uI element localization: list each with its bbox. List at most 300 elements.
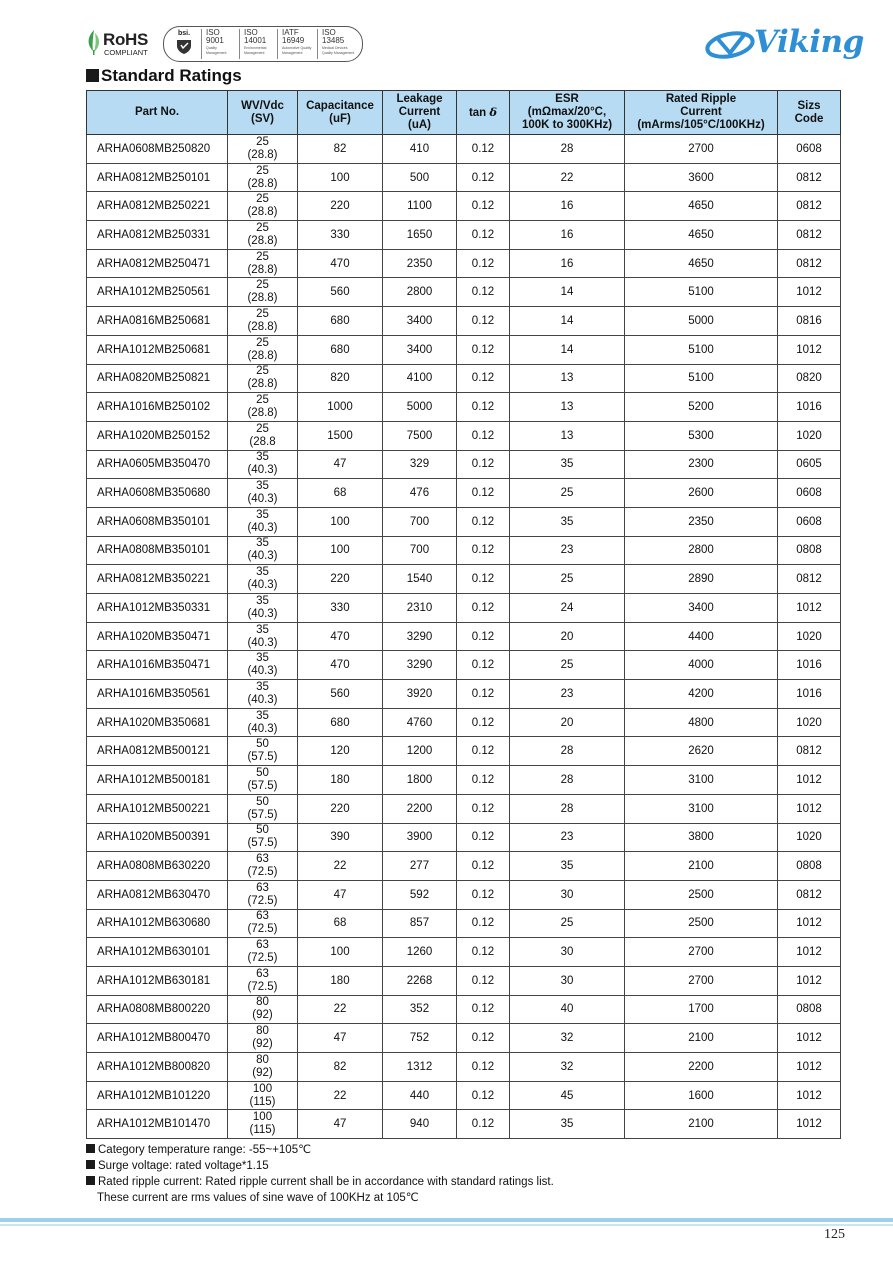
cell-size-code: 0808 bbox=[778, 852, 841, 881]
surge-voltage: (40.3) bbox=[247, 665, 278, 678]
table-row bbox=[87, 651, 841, 680]
col-label: (uF) bbox=[329, 112, 351, 125]
surge-voltage: (92) bbox=[252, 1009, 273, 1022]
cell-leakage: 4100 bbox=[383, 364, 457, 393]
cell-leakage: 5000 bbox=[383, 393, 457, 422]
table-row bbox=[87, 909, 841, 938]
cell-part-no: ARHA1020MB500391 bbox=[87, 823, 228, 852]
cell-tan-delta: 0.12 bbox=[457, 450, 510, 479]
rated-voltage: 35 bbox=[256, 566, 269, 579]
table-body bbox=[87, 135, 841, 1139]
rated-voltage: 25 bbox=[256, 164, 269, 177]
cert-caption-2: Management bbox=[206, 51, 227, 55]
rated-voltage: 35 bbox=[256, 537, 269, 550]
table-row bbox=[87, 1081, 841, 1110]
table-row bbox=[87, 393, 841, 422]
cell-leakage: 752 bbox=[383, 1024, 457, 1053]
col-label: Current bbox=[398, 106, 441, 118]
cell-esr: 32 bbox=[510, 1024, 625, 1053]
cell-tan-delta: 0.12 bbox=[457, 909, 510, 938]
cell-size-code: 1012 bbox=[778, 1110, 841, 1139]
surge-voltage: (40.3) bbox=[247, 550, 278, 563]
surge-voltage: (40.3) bbox=[247, 493, 278, 506]
cell-capacitance: 120 bbox=[298, 737, 383, 766]
cert-caption-2: Management bbox=[282, 51, 303, 55]
cell-part-no: ARHA0808MB800220 bbox=[87, 995, 228, 1024]
cell-wv bbox=[228, 393, 298, 422]
surge-voltage: (28.8) bbox=[247, 206, 278, 219]
cell-capacitance: 560 bbox=[298, 680, 383, 709]
cell-wv bbox=[228, 852, 298, 881]
cell-ripple: 2300 bbox=[625, 450, 778, 479]
cell-leakage: 476 bbox=[383, 479, 457, 508]
note-text: These current are rms values of sine wave of 100KHz at 105℃ bbox=[97, 1192, 419, 1204]
surge-voltage: (28.8) bbox=[247, 292, 278, 305]
surge-voltage: (40.3) bbox=[247, 722, 278, 735]
cell-tan-delta: 0.12 bbox=[457, 163, 510, 192]
surge-voltage: (92) bbox=[252, 1066, 273, 1079]
cell-leakage: 2350 bbox=[383, 249, 457, 278]
cell-leakage: 3400 bbox=[383, 335, 457, 364]
cell-size-code: 0808 bbox=[778, 536, 841, 565]
surge-voltage: (28.8) bbox=[247, 320, 278, 333]
cell-size-code: 0605 bbox=[778, 450, 841, 479]
cell-size-code: 0608 bbox=[778, 507, 841, 536]
cert-standard: ISO 13485 bbox=[322, 28, 345, 45]
rated-voltage: 35 bbox=[256, 623, 269, 636]
cert-caption-1: Automotive Quality bbox=[282, 46, 312, 50]
surge-voltage: (115) bbox=[249, 1124, 276, 1137]
cell-tan-delta: 0.12 bbox=[457, 278, 510, 307]
cell-wv bbox=[228, 1053, 298, 1082]
cell-capacitance: 680 bbox=[298, 708, 383, 737]
cell-leakage: 1260 bbox=[383, 938, 457, 967]
cell-leakage: 2200 bbox=[383, 794, 457, 823]
cell-size-code: 1012 bbox=[778, 909, 841, 938]
table-row bbox=[87, 450, 841, 479]
table-row bbox=[87, 966, 841, 995]
col-part-no bbox=[87, 91, 228, 135]
cert-caption-1: Quality bbox=[206, 46, 217, 50]
bsi-mark bbox=[172, 30, 196, 56]
cell-part-no: ARHA0808MB350101 bbox=[87, 536, 228, 565]
col-ripple bbox=[625, 91, 778, 135]
cell-wv bbox=[228, 536, 298, 565]
cell-size-code: 1012 bbox=[778, 1081, 841, 1110]
cell-part-no: ARHA0812MB250471 bbox=[87, 249, 228, 278]
col-label: Code bbox=[794, 112, 824, 125]
note-text: Category temperature range: -55~+105℃ bbox=[98, 1144, 312, 1156]
col-tan-delta bbox=[457, 91, 510, 135]
cell-size-code: 1016 bbox=[778, 651, 841, 680]
cell-esr: 35 bbox=[510, 1110, 625, 1139]
footer-rule bbox=[0, 1224, 893, 1226]
rated-voltage: 63 bbox=[256, 939, 269, 952]
cell-capacitance: 47 bbox=[298, 880, 383, 909]
certification-badges bbox=[163, 26, 363, 62]
cell-ripple: 5100 bbox=[625, 335, 778, 364]
cell-wv bbox=[228, 651, 298, 680]
cell-part-no: ARHA1012MB101470 bbox=[87, 1110, 228, 1139]
table-row bbox=[87, 794, 841, 823]
cell-part-no: ARHA0808MB630220 bbox=[87, 852, 228, 881]
cell-part-no: ARHA0812MB630470 bbox=[87, 880, 228, 909]
cell-ripple: 4800 bbox=[625, 708, 778, 737]
cell-tan-delta: 0.12 bbox=[457, 507, 510, 536]
cell-leakage: 1200 bbox=[383, 737, 457, 766]
surge-voltage: (72.5) bbox=[247, 866, 278, 879]
cell-part-no: ARHA1012MB250681 bbox=[87, 335, 228, 364]
cell-part-no: ARHA0820MB250821 bbox=[87, 364, 228, 393]
table-row bbox=[87, 1053, 841, 1082]
cell-esr: 23 bbox=[510, 536, 625, 565]
surge-voltage: (40.3) bbox=[247, 607, 278, 620]
table-row bbox=[87, 708, 841, 737]
cell-size-code: 1016 bbox=[778, 680, 841, 709]
cell-wv bbox=[228, 909, 298, 938]
cell-ripple: 4650 bbox=[625, 192, 778, 221]
cell-part-no: ARHA1012MB250561 bbox=[87, 278, 228, 307]
cell-size-code: 0820 bbox=[778, 364, 841, 393]
table-row bbox=[87, 364, 841, 393]
cell-tan-delta: 0.12 bbox=[457, 622, 510, 651]
cell-wv bbox=[228, 766, 298, 795]
cell-ripple: 2700 bbox=[625, 938, 778, 967]
cell-ripple: 2700 bbox=[625, 966, 778, 995]
cell-wv bbox=[228, 249, 298, 278]
cell-part-no: ARHA0812MB250101 bbox=[87, 163, 228, 192]
cell-wv bbox=[228, 364, 298, 393]
cell-ripple: 4200 bbox=[625, 680, 778, 709]
col-label: (mArms/105°C/100KHz) bbox=[637, 119, 765, 131]
cell-capacitance: 180 bbox=[298, 766, 383, 795]
cell-esr: 13 bbox=[510, 364, 625, 393]
cell-capacitance: 330 bbox=[298, 594, 383, 623]
cell-part-no: ARHA1016MB250102 bbox=[87, 393, 228, 422]
table-row bbox=[87, 737, 841, 766]
cell-capacitance: 680 bbox=[298, 335, 383, 364]
cell-tan-delta: 0.12 bbox=[457, 192, 510, 221]
table-row bbox=[87, 565, 841, 594]
surge-voltage: (57.5) bbox=[247, 808, 278, 821]
cell-esr: 22 bbox=[510, 163, 625, 192]
cell-ripple: 1600 bbox=[625, 1081, 778, 1110]
table-row bbox=[87, 221, 841, 250]
table-row bbox=[87, 594, 841, 623]
surge-voltage: (28.8) bbox=[247, 407, 278, 420]
rated-voltage: 35 bbox=[256, 451, 269, 464]
cell-capacitance: 100 bbox=[298, 163, 383, 192]
cell-size-code: 1020 bbox=[778, 708, 841, 737]
cell-leakage: 1312 bbox=[383, 1053, 457, 1082]
table-row bbox=[87, 823, 841, 852]
cell-ripple: 2200 bbox=[625, 1053, 778, 1082]
cell-leakage: 857 bbox=[383, 909, 457, 938]
cell-tan-delta: 0.12 bbox=[457, 536, 510, 565]
rated-voltage: 35 bbox=[256, 709, 269, 722]
cell-part-no: ARHA1012MB500181 bbox=[87, 766, 228, 795]
cell-ripple: 4650 bbox=[625, 221, 778, 250]
cell-esr: 45 bbox=[510, 1081, 625, 1110]
cell-tan-delta: 0.12 bbox=[457, 1081, 510, 1110]
cell-ripple: 2100 bbox=[625, 1110, 778, 1139]
cell-wv bbox=[228, 794, 298, 823]
col-label: Sizs bbox=[797, 99, 821, 112]
cell-part-no: ARHA1012MB800820 bbox=[87, 1053, 228, 1082]
cell-esr: 25 bbox=[510, 565, 625, 594]
cell-part-no: ARHA1020MB350471 bbox=[87, 622, 228, 651]
rohs-logo bbox=[86, 27, 158, 59]
cert-caption-1: Medical Devices bbox=[322, 46, 348, 50]
table-row bbox=[87, 622, 841, 651]
cell-ripple: 2100 bbox=[625, 1024, 778, 1053]
cell-part-no: ARHA1012MB630680 bbox=[87, 909, 228, 938]
cell-capacitance: 22 bbox=[298, 1081, 383, 1110]
cell-size-code: 1020 bbox=[778, 421, 841, 450]
cell-size-code: 0812 bbox=[778, 221, 841, 250]
section-title bbox=[86, 66, 242, 86]
page-number: 125 bbox=[824, 1227, 845, 1242]
cell-tan-delta: 0.12 bbox=[457, 421, 510, 450]
cell-capacitance: 100 bbox=[298, 507, 383, 536]
cell-ripple: 5200 bbox=[625, 393, 778, 422]
cell-esr: 20 bbox=[510, 708, 625, 737]
cell-tan-delta: 0.12 bbox=[457, 479, 510, 508]
cell-leakage: 440 bbox=[383, 1081, 457, 1110]
surge-voltage: (40.3) bbox=[247, 521, 278, 534]
col-label: (uA) bbox=[408, 119, 431, 131]
cell-esr: 35 bbox=[510, 450, 625, 479]
cell-leakage: 7500 bbox=[383, 421, 457, 450]
cell-tan-delta: 0.12 bbox=[457, 852, 510, 881]
cell-capacitance: 220 bbox=[298, 794, 383, 823]
cell-part-no: ARHA1012MB630181 bbox=[87, 966, 228, 995]
cell-leakage: 500 bbox=[383, 163, 457, 192]
cell-tan-delta: 0.12 bbox=[457, 335, 510, 364]
notes bbox=[86, 1142, 554, 1206]
note-text: Rated ripple current: Rated ripple current shall be in accordance with standard ratings list. bbox=[98, 1176, 554, 1188]
cell-size-code: 0812 bbox=[778, 880, 841, 909]
note-item bbox=[86, 1190, 554, 1206]
bsi-label: bsi. bbox=[177, 30, 191, 37]
note-item bbox=[86, 1174, 554, 1190]
surge-voltage: (28.8) bbox=[247, 177, 278, 190]
cell-esr: 30 bbox=[510, 966, 625, 995]
cell-capacitance: 1500 bbox=[298, 421, 383, 450]
cell-ripple: 2890 bbox=[625, 565, 778, 594]
surge-voltage: (57.5) bbox=[247, 837, 278, 850]
cell-leakage: 700 bbox=[383, 507, 457, 536]
col-label: 100K to 300KHz) bbox=[521, 119, 613, 131]
cell-tan-delta: 0.12 bbox=[457, 393, 510, 422]
cell-tan-delta: 0.12 bbox=[457, 249, 510, 278]
surge-voltage: (72.5) bbox=[247, 952, 278, 965]
table-row bbox=[87, 938, 841, 967]
surge-voltage: (28.8 bbox=[249, 435, 276, 448]
cell-tan-delta: 0.12 bbox=[457, 708, 510, 737]
table-row bbox=[87, 278, 841, 307]
cert-caption-2: Quality Management bbox=[322, 51, 355, 55]
col-esr bbox=[510, 91, 625, 135]
cell-capacitance: 330 bbox=[298, 221, 383, 250]
cell-part-no: ARHA0608MB250820 bbox=[87, 135, 228, 164]
rated-voltage: 50 bbox=[256, 738, 269, 751]
table-row bbox=[87, 135, 841, 164]
cell-part-no: ARHA1020MB250152 bbox=[87, 421, 228, 450]
surge-voltage: (28.8) bbox=[247, 378, 278, 391]
col-label: Capacitance bbox=[306, 99, 374, 112]
cell-leakage: 940 bbox=[383, 1110, 457, 1139]
rated-voltage: 25 bbox=[256, 193, 269, 206]
cell-ripple: 3100 bbox=[625, 766, 778, 795]
cell-ripple: 3400 bbox=[625, 594, 778, 623]
rated-voltage: 25 bbox=[256, 250, 269, 263]
surge-voltage: (72.5) bbox=[247, 980, 278, 993]
cell-wv bbox=[228, 450, 298, 479]
cell-tan-delta: 0.12 bbox=[457, 823, 510, 852]
cell-capacitance: 68 bbox=[298, 909, 383, 938]
cell-ripple: 2700 bbox=[625, 135, 778, 164]
cell-wv bbox=[228, 622, 298, 651]
table-header-row bbox=[87, 91, 841, 135]
cell-tan-delta: 0.12 bbox=[457, 966, 510, 995]
cell-esr: 14 bbox=[510, 335, 625, 364]
cell-tan-delta: 0.12 bbox=[457, 880, 510, 909]
cell-esr: 28 bbox=[510, 766, 625, 795]
cell-part-no: ARHA1012MB800470 bbox=[87, 1024, 228, 1053]
cell-size-code: 0812 bbox=[778, 565, 841, 594]
rohs-subtitle: COMPLIANT bbox=[104, 48, 148, 57]
cell-leakage: 700 bbox=[383, 536, 457, 565]
square-bullet-icon bbox=[86, 69, 99, 82]
table-row bbox=[87, 766, 841, 795]
cell-capacitance: 1000 bbox=[298, 393, 383, 422]
cell-size-code: 0812 bbox=[778, 249, 841, 278]
cell-leakage: 1800 bbox=[383, 766, 457, 795]
cell-ripple: 2620 bbox=[625, 737, 778, 766]
square-bullet-icon bbox=[86, 1144, 95, 1153]
cell-esr: 23 bbox=[510, 823, 625, 852]
cell-esr: 32 bbox=[510, 1053, 625, 1082]
cell-leakage: 3920 bbox=[383, 680, 457, 709]
ratings-table bbox=[86, 90, 841, 1139]
cell-leakage: 2310 bbox=[383, 594, 457, 623]
rated-voltage: 35 bbox=[256, 652, 269, 665]
table-row bbox=[87, 1110, 841, 1139]
cell-ripple: 4000 bbox=[625, 651, 778, 680]
cell-esr: 14 bbox=[510, 278, 625, 307]
rated-voltage: 25 bbox=[256, 135, 269, 148]
cert-iso-13485 bbox=[317, 29, 360, 59]
cell-capacitance: 22 bbox=[298, 995, 383, 1024]
rated-voltage: 50 bbox=[256, 824, 269, 837]
rated-voltage: 25 bbox=[256, 422, 269, 435]
cell-capacitance: 220 bbox=[298, 565, 383, 594]
cell-capacitance: 390 bbox=[298, 823, 383, 852]
cell-esr: 24 bbox=[510, 594, 625, 623]
rohs-title: RoHS bbox=[103, 30, 149, 49]
cell-tan-delta: 0.12 bbox=[457, 766, 510, 795]
rated-voltage: 80 bbox=[256, 1025, 269, 1038]
cell-size-code: 0608 bbox=[778, 135, 841, 164]
cell-ripple: 5300 bbox=[625, 421, 778, 450]
cell-wv bbox=[228, 192, 298, 221]
cell-tan-delta: 0.12 bbox=[457, 794, 510, 823]
cell-ripple: 1700 bbox=[625, 995, 778, 1024]
table-row bbox=[87, 307, 841, 336]
cell-tan-delta: 0.12 bbox=[457, 680, 510, 709]
cell-ripple: 2500 bbox=[625, 880, 778, 909]
cell-esr: 28 bbox=[510, 794, 625, 823]
cell-size-code: 1012 bbox=[778, 766, 841, 795]
cell-leakage: 592 bbox=[383, 880, 457, 909]
note-text: Surge voltage: rated voltage*1.15 bbox=[98, 1160, 269, 1172]
cell-size-code: 1020 bbox=[778, 823, 841, 852]
cell-leakage: 1100 bbox=[383, 192, 457, 221]
cell-part-no: ARHA1012MB101220 bbox=[87, 1081, 228, 1110]
cell-capacitance: 47 bbox=[298, 1110, 383, 1139]
cell-capacitance: 22 bbox=[298, 852, 383, 881]
cell-size-code: 1012 bbox=[778, 966, 841, 995]
cell-capacitance: 82 bbox=[298, 135, 383, 164]
cell-esr: 30 bbox=[510, 938, 625, 967]
brand-emblem-icon bbox=[704, 28, 756, 62]
rated-voltage: 25 bbox=[256, 221, 269, 234]
rated-voltage: 50 bbox=[256, 766, 269, 779]
cell-size-code: 0812 bbox=[778, 737, 841, 766]
cell-ripple: 2500 bbox=[625, 909, 778, 938]
rated-voltage: 35 bbox=[256, 480, 269, 493]
cell-part-no: ARHA0608MB350680 bbox=[87, 479, 228, 508]
col-label: tan bbox=[468, 106, 490, 119]
cert-standard: ISO 9001 bbox=[206, 28, 224, 45]
cell-capacitance: 47 bbox=[298, 1024, 383, 1053]
cell-tan-delta: 0.12 bbox=[457, 135, 510, 164]
cell-tan-delta: 0.12 bbox=[457, 221, 510, 250]
cell-ripple: 5000 bbox=[625, 307, 778, 336]
cell-ripple: 4650 bbox=[625, 249, 778, 278]
rated-voltage: 63 bbox=[256, 967, 269, 980]
cell-esr: 16 bbox=[510, 249, 625, 278]
cell-capacitance: 680 bbox=[298, 307, 383, 336]
cell-ripple: 2350 bbox=[625, 507, 778, 536]
rated-voltage: 80 bbox=[256, 1053, 269, 1066]
surge-voltage: (40.3) bbox=[247, 464, 278, 477]
cell-capacitance: 560 bbox=[298, 278, 383, 307]
surge-voltage: (40.3) bbox=[247, 693, 278, 706]
rated-voltage: 100 bbox=[252, 1082, 273, 1095]
cell-ripple: 5100 bbox=[625, 364, 778, 393]
cell-wv bbox=[228, 1110, 298, 1139]
cell-leakage: 4760 bbox=[383, 708, 457, 737]
cell-ripple: 2100 bbox=[625, 852, 778, 881]
cell-capacitance: 820 bbox=[298, 364, 383, 393]
cell-leakage: 3290 bbox=[383, 651, 457, 680]
cell-wv bbox=[228, 163, 298, 192]
rated-voltage: 63 bbox=[256, 853, 269, 866]
cell-tan-delta: 0.12 bbox=[457, 364, 510, 393]
table-row bbox=[87, 995, 841, 1024]
cell-esr: 28 bbox=[510, 135, 625, 164]
rated-voltage: 35 bbox=[256, 594, 269, 607]
cell-wv bbox=[228, 507, 298, 536]
cell-ripple: 3600 bbox=[625, 163, 778, 192]
table-row bbox=[87, 1024, 841, 1053]
cell-esr: 35 bbox=[510, 507, 625, 536]
cell-wv bbox=[228, 278, 298, 307]
cell-size-code: 0812 bbox=[778, 163, 841, 192]
cell-size-code: 1016 bbox=[778, 393, 841, 422]
